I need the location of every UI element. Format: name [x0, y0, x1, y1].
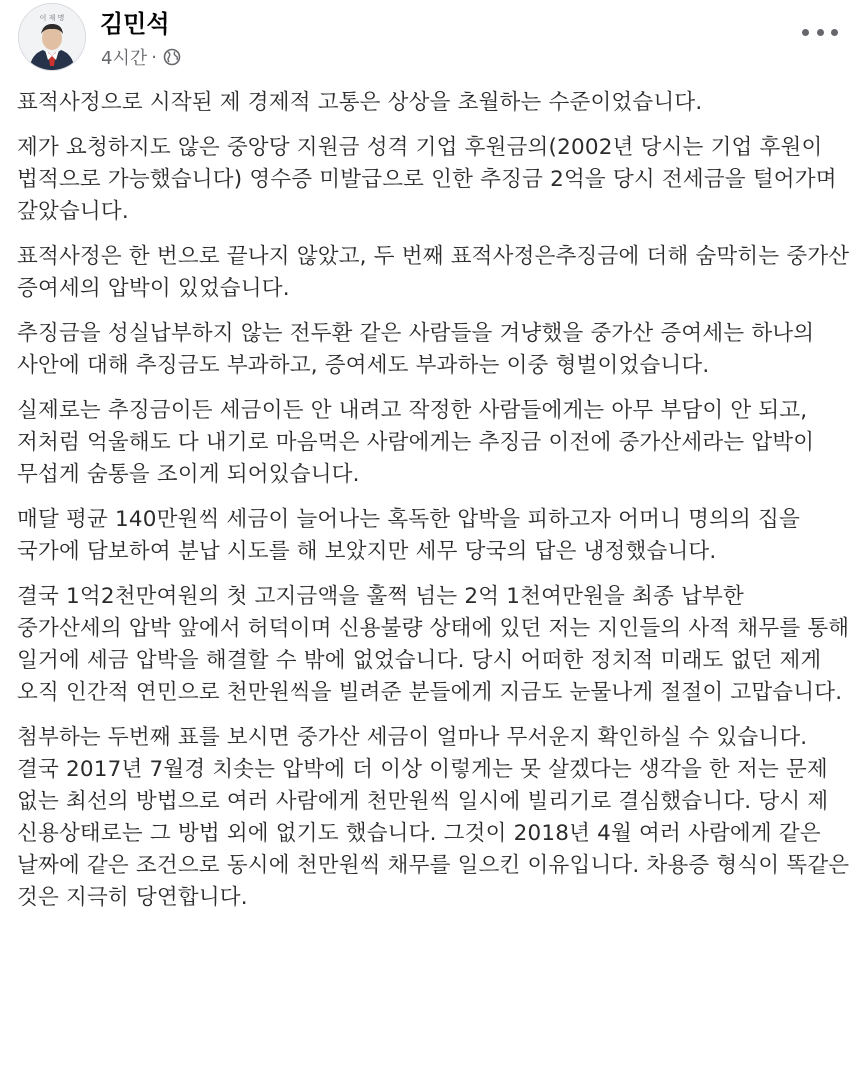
- post-paragraph-5: 실제로는 추징금이든 세금이든 안 내려고 작정한 사람들에게는 아무 부담이 안 되고, 저처럼 억울해도 다 내기로 마음먹은 사람에게는 추징금 이전에 중가산세라는 압박이 무섭게 숨통을 조이게 되어있습니다.: [17, 398, 815, 487]
- author-avatar[interactable]: [18, 3, 86, 71]
- meta-separator: ·: [151, 46, 157, 68]
- post-paragraph-6: 매달 평균 140만원씩 세금이 늘어나는 혹독한 압박을 피하고자 어머니 명의의 집을 국가에 담보하여 분납 시도를 해 보았지만 세무 당국의 답은 냉정했습니다.: [17, 507, 800, 564]
- post-paragraph-3: 표적사정은 한 번으로 끝나지 않았고, 두 번째 표적사정은추징금에 더해 숨막히는 중가산 증여세의 압박이 있었습니다.: [17, 244, 850, 301]
- more-dots-icon[interactable]: [802, 22, 838, 42]
- post-meta: [101, 44, 181, 70]
- avatar-portrait-image: [19, 4, 85, 70]
- globe-icon[interactable]: [163, 48, 181, 66]
- post-paragraph-2: 제가 요청하지도 않은 중앙당 지원금 성격 기업 후원금의(2002년 당시는 기업 후원이 법적으로 가능했습니다) 영수증 미발급으로 인한 추징금 2억을 당시 전세금을 털어가며 갚았습니다.: [17, 135, 837, 224]
- post-paragraph-8: 첨부하는 두번째 표를 보시면 중가산 세금이 얼마나 무서운지 확인하실 수 있습니다. 결국 2017년 7월경 치솟는 압박에 더 이상 이렇게는 못 살겠다는 생각을 한 저는 문제 없는 최선의 방법으로 여러 사람에게 천만원씩 일시에 빌리기로 결심했습니다. 당시 제 신용상태로는 그 방법 외에 없기도 했습니다. 그것이 2018년 4월 여러 사람에게 같은 날짜에 같은 조건으로 동시에 천만원씩 채무를 일으킨 이유입니다. 차용증 형식이 똑같은 것은 지극히 당연합니다.: [17, 725, 850, 910]
- post-paragraph-1: 표적사정으로 시작된 제 경제적 고통은 상상을 초월하는 수준이었습니다.: [17, 90, 703, 115]
- post-paragraph-4: 추징금을 성실납부하지 않는 전두환 같은 사람들을 겨냥했을 중가산 증여세는 하나의 사안에 대해 추징금도 부과하고, 증여세도 부과하는 이중 형벌이었습니다.: [17, 321, 815, 378]
- avatar-caption: 이 재 명: [39, 14, 65, 22]
- post-time[interactable]: 4시간: [101, 48, 148, 69]
- post-paragraph-7: 결국 1억2천만여원의 첫 고지금액을 훌쩍 넘는 2억 1천여만원을 최종 납부한 중가산세의 압박 앞에서 허덕이며 신용불량 상태에 있던 저는 지인들의 사적 채무를 통해 일거에 세금 압박을 해결할 수 밖에 없었습니다. 당시 어떠한 정치적 미래도 없던 제게 오직 인간적 연민으로 천만원씩을 빌려준 분들에게 지금도 눈물나게 절절이 고맙습니다.: [17, 584, 850, 705]
- post-header: [18, 0, 838, 80]
- author-name[interactable]: 김민석: [100, 10, 170, 38]
- post-text: [17, 87, 851, 927]
